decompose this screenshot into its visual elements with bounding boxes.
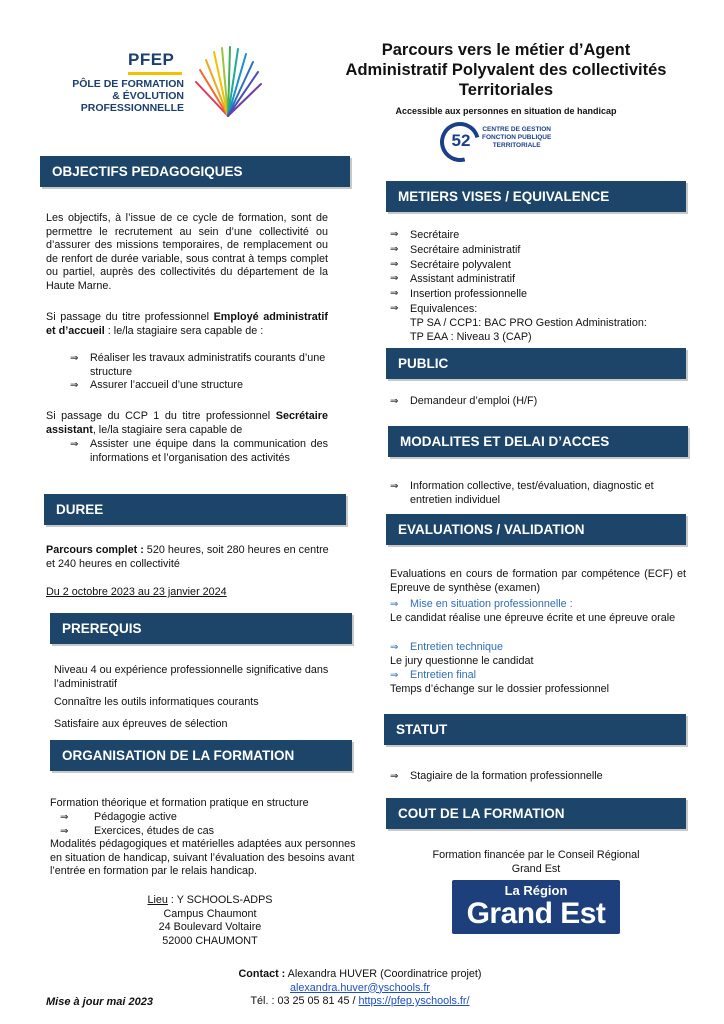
cdg-line: FONCTION PUBLIQUE (482, 134, 552, 141)
list-item: ⇒ Assurer l’accueil d’une structure (46, 379, 328, 393)
cdg-line: TERRITORIALE (492, 142, 541, 149)
fan-logo-icon (188, 42, 268, 122)
contact-website-link[interactable]: https://pfep.yschools.fr/ (358, 995, 470, 1007)
region-logo-line2: Grand Est (466, 897, 606, 930)
list-item: ⇒ Insertion professionnelle (384, 287, 694, 302)
section-header-modalites: MODALITES ET DELAI D’ACCES (388, 426, 688, 457)
list-item: ⇒ Demandeur d’emploi (H/F) (384, 395, 694, 409)
list-item: ⇒ Entretien final (384, 669, 694, 683)
contact-name: Alexandra HUVER (Coordinatrice projet) (285, 968, 482, 980)
contact-block (150, 968, 570, 1009)
region-grand-est-logo (452, 880, 620, 934)
prerequis-item: Connaître les outils informatiques courants (54, 696, 259, 708)
list-item: ⇒ Pédagogie active (54, 811, 354, 825)
modalites-list (384, 480, 680, 507)
cout-text (386, 849, 686, 876)
organisation-intro: Formation théorique et formation pratique en structure (50, 797, 309, 809)
lieu-label: Lieu (147, 894, 168, 906)
cdg-logo (440, 122, 560, 164)
evaluations-sub3 (384, 669, 694, 683)
section-header-duree: DUREE (44, 494, 346, 525)
list-item: ⇒ Equivalences: (384, 302, 694, 317)
section-header-prerequis: PREREQUIS (50, 613, 352, 644)
logo-sub-line: & ÉVOLUTION (112, 90, 184, 102)
objectifs-p1 (46, 311, 328, 338)
logo-sub-line: PÔLE DE FORMATION (72, 78, 184, 90)
section-header-objectifs: OBJECTIFS PEDAGOGIQUES (40, 156, 350, 187)
lieu-name: : Y SCHOOLS-ADPS (167, 894, 273, 906)
list-item: ⇒ Secrétaire administratif (384, 243, 694, 258)
duree-value: 520 heures, soit 280 heures en centre et 240 heures en collectivité (46, 544, 329, 570)
objectifs-p1-bold: Employé administratif et d’accueil (46, 311, 328, 337)
contact-label: Contact : (238, 968, 286, 980)
section-header-metiers: METIERS VISES / EQUIVALENCE (386, 181, 686, 212)
title-line: Parcours vers le métier d’Agent (381, 41, 631, 59)
contact-email-link[interactable]: alexandra.huver@yschools.fr (290, 981, 430, 994)
logo-underline (128, 72, 182, 75)
objectifs-p2-pre: Si passage du CCP 1 du titre professionnel (46, 410, 276, 422)
evaluations-sub2 (384, 641, 694, 655)
list-item: ⇒ Entretien technique (384, 641, 694, 655)
list-item: ⇒ Stagiaire de la formation professionnelle (384, 770, 694, 784)
section-header-organisation: ORGANISATION DE LA FORMATION (50, 740, 352, 771)
section-header-cout: COUT DE LA FORMATION (386, 798, 686, 829)
evaluations-text2: Le jury questionne le candidat (390, 655, 534, 667)
section-header-public: PUBLIC (386, 348, 686, 379)
evaluations-intro: Evaluations en cours de formation par compétence (ECF) et Epreuve de synthèse (examen) (390, 568, 686, 594)
cout-line: Grand Est (511, 862, 561, 875)
objectifs-p1-pre: Si passage du titre professionnel (46, 311, 214, 323)
statut-list (384, 770, 694, 784)
metiers-equivalences (410, 317, 700, 344)
list-item: ⇒ Exercices, études de cas (54, 825, 354, 839)
objectifs-p2-list (46, 438, 328, 465)
section-header-evaluations: EVALUATIONS / VALIDATION (386, 514, 686, 545)
organisation-text: Modalités pédagogiques et matérielles adaptées aux personnes en situation de handicap, suivant l’évaluation des besoins avant l’entrée en formation par le relais handicap. (50, 838, 356, 877)
lieu-line: 24 Boulevard Voltaire (158, 921, 262, 933)
cout-line: Formation financée par le Conseil Régional (432, 849, 640, 861)
objectifs-p2-bold: Secrétaire assistant (46, 410, 328, 436)
objectifs-intro: Les objectifs, à l’issue de ce cycle de formation, sont de permettre le recrutement au sein d’une collectivité ou d’assurer des missions temporaires, de remplacement ou de renfort de durée variable, sous contrat à temps complet ou partiel, auprès des collectivités du département de la Haute Marne. (46, 212, 328, 292)
prerequis-item: Satisfaire aux épreuves de sélection (54, 718, 228, 730)
objectifs-p2-post: , le/la stagiaire sera capable de (92, 423, 243, 436)
cdg-line: CENTRE DE GESTION (482, 126, 551, 133)
contact-phone: Tél. : 03 25 05 81 45 / (250, 995, 359, 1007)
title-line: Territoriales (458, 81, 554, 99)
list-item: ⇒ Mise en situation professionnelle : (384, 598, 694, 612)
list-item: ⇒ Secrétaire (384, 228, 694, 243)
organisation-list (54, 811, 354, 838)
page-title (306, 40, 706, 100)
evaluations-text1: Le candidat réalise une épreuve écrite et une épreuve orale (390, 612, 676, 624)
lieu-line: Campus Chaumont (163, 907, 257, 920)
list-item: ⇒ Assister une équipe dans la communication des informations et l’organisation des activités (46, 438, 328, 465)
public-list (384, 395, 694, 409)
update-date: Mise à jour mai 2023 (46, 996, 153, 1008)
logo-name: PFEP (128, 50, 175, 69)
page-subtitle: Accessible aux personnes en situation de handicap (395, 106, 617, 116)
title-line: Administratif Polyvalent des collectivités (345, 61, 667, 79)
list-item: ⇒ Information collective, test/évaluation, diagnostic et entretien individuel (384, 480, 680, 507)
duree-text (46, 544, 336, 571)
metiers-list (384, 228, 694, 317)
objectifs-p2 (46, 410, 328, 437)
region-logo-line1: La Région (504, 883, 568, 898)
list-item: ⇒ Secrétaire polyvalent (384, 258, 694, 273)
lieu-line: 52000 CHAUMONT (162, 934, 258, 947)
evaluations-sub1 (384, 598, 694, 612)
cdg-text (482, 126, 551, 150)
objectifs-p1-post: : le/la stagiaire sera capable de : (104, 324, 264, 337)
evaluations-text3: Temps d’échange sur le dossier professionnel (390, 683, 610, 695)
logo-sub-line: PROFESSIONNELLE (80, 102, 184, 114)
duree-dates: Du 2 octobre 2023 au 23 janvier 2024 (46, 586, 227, 598)
organisation-lieu (100, 894, 320, 948)
equiv-line: TP SA / CCP1: BAC PRO Gestion Administration: (410, 317, 647, 329)
section-header-statut: STATUT (384, 714, 686, 745)
cdg-number: 52 (451, 131, 471, 150)
objectifs-p1-list (46, 352, 328, 393)
prerequis-item: Niveau 4 ou expérience professionnelle significative dans l’administratif (54, 664, 329, 690)
list-item: ⇒ Assistant administratif (384, 272, 694, 287)
equiv-line: TP EAA : Niveau 3 (CAP) (410, 330, 532, 343)
logo-subtitle (52, 78, 184, 114)
duree-label: Parcours complet : (46, 544, 144, 556)
list-item: ⇒ Réaliser les travaux administratifs courants d’une structure (46, 352, 328, 379)
